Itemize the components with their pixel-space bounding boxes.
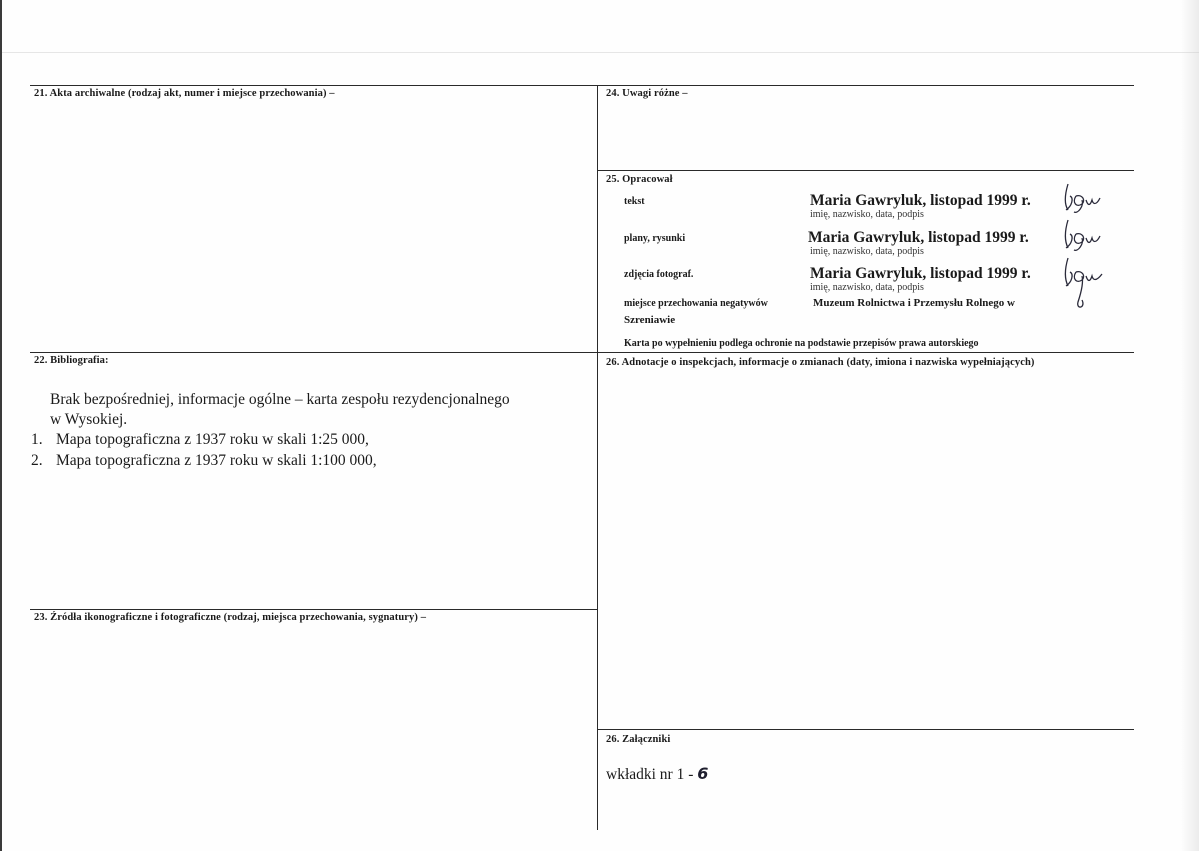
section-21-label: 21. Akta archiwalne (rodzaj akt, numer i miejsce przechowania) – <box>34 88 335 99</box>
author-row-label-photos: zdjęcia fotograf. <box>624 269 694 280</box>
signature-mark <box>1060 180 1108 216</box>
divider-22-23 <box>30 609 597 610</box>
top-border-line <box>30 85 1134 86</box>
author-row-value-plans: Maria Gawryluk, listopad 1999 r. <box>808 229 1029 246</box>
scan-fold-line <box>2 52 1199 53</box>
author-row-label-text: tekst <box>624 196 645 207</box>
author-row-caption-photos: imię, nazwisko, data, podpis <box>810 282 924 293</box>
author-row-caption-plans: imię, nazwisko, data, podpis <box>810 246 924 257</box>
bibliography-item-text: Mapa topograficzna z 1937 roku w skali 1:25 000, <box>56 431 369 448</box>
section-26-attachments-label: 26. Załączniki <box>606 734 671 745</box>
bibliography-intro-line1: Brak bezpośredniej, informacje ogólne – karta zespołu rezydencjonalnego <box>50 391 510 408</box>
section-26-annotations-label: 26. Adnotacje o inspekcjach, informacje o zmianach (daty, imiona i nazwiska wypełniających) <box>606 357 1035 368</box>
section-22-label: 22. Bibliografia: <box>34 355 109 366</box>
author-row-value-text: Maria Gawryluk, listopad 1999 r. <box>810 192 1031 209</box>
attachments-value-handwritten: 6 <box>697 764 709 783</box>
negatives-location-value: Muzeum Rolnictwa i Przemysłu Rolnego w <box>813 297 1015 309</box>
section-24-label: 24. Uwagi różne – <box>606 88 688 99</box>
bibliography-item-num: 2. <box>31 452 43 469</box>
divider-row-2 <box>30 352 1134 353</box>
center-divider <box>597 85 598 830</box>
copyright-note: Karta po wypełnieniu podlega ochronie na podstawie przepisów prawa autorskiego <box>624 338 979 349</box>
section-23-label: 23. Źródła ikonograficzne i fotograficzne (rodzaj, miejsca przechowania, sygnatury) – <box>34 612 427 623</box>
attachments-value-prefix: wkładki nr 1 - <box>606 766 694 783</box>
author-row-value-photos: Maria Gawryluk, listopad 1999 r. <box>810 265 1031 282</box>
author-row-caption-text: imię, nazwisko, data, podpis <box>810 209 924 220</box>
negatives-location-value-line2: Szreniawie <box>624 314 676 326</box>
divider-24-25 <box>597 170 1134 171</box>
negatives-location-label: miejsce przechowania negatywów <box>624 298 768 309</box>
section-25-label: 25. Opracował <box>606 174 673 185</box>
bibliography-item-text: Mapa topograficzna z 1937 roku w skali 1:100 000, <box>56 452 377 469</box>
bibliography-intro-line2: w Wysokiej. <box>50 411 128 428</box>
scan-edge-shadow <box>1181 0 1199 851</box>
signature-mark <box>1060 254 1110 312</box>
divider-26 <box>597 729 1134 730</box>
author-row-label-plans: plany, rysunki <box>624 233 686 244</box>
bibliography-item-num: 1. <box>31 431 43 448</box>
signature-mark <box>1060 216 1108 254</box>
attachments-value <box>606 764 708 784</box>
